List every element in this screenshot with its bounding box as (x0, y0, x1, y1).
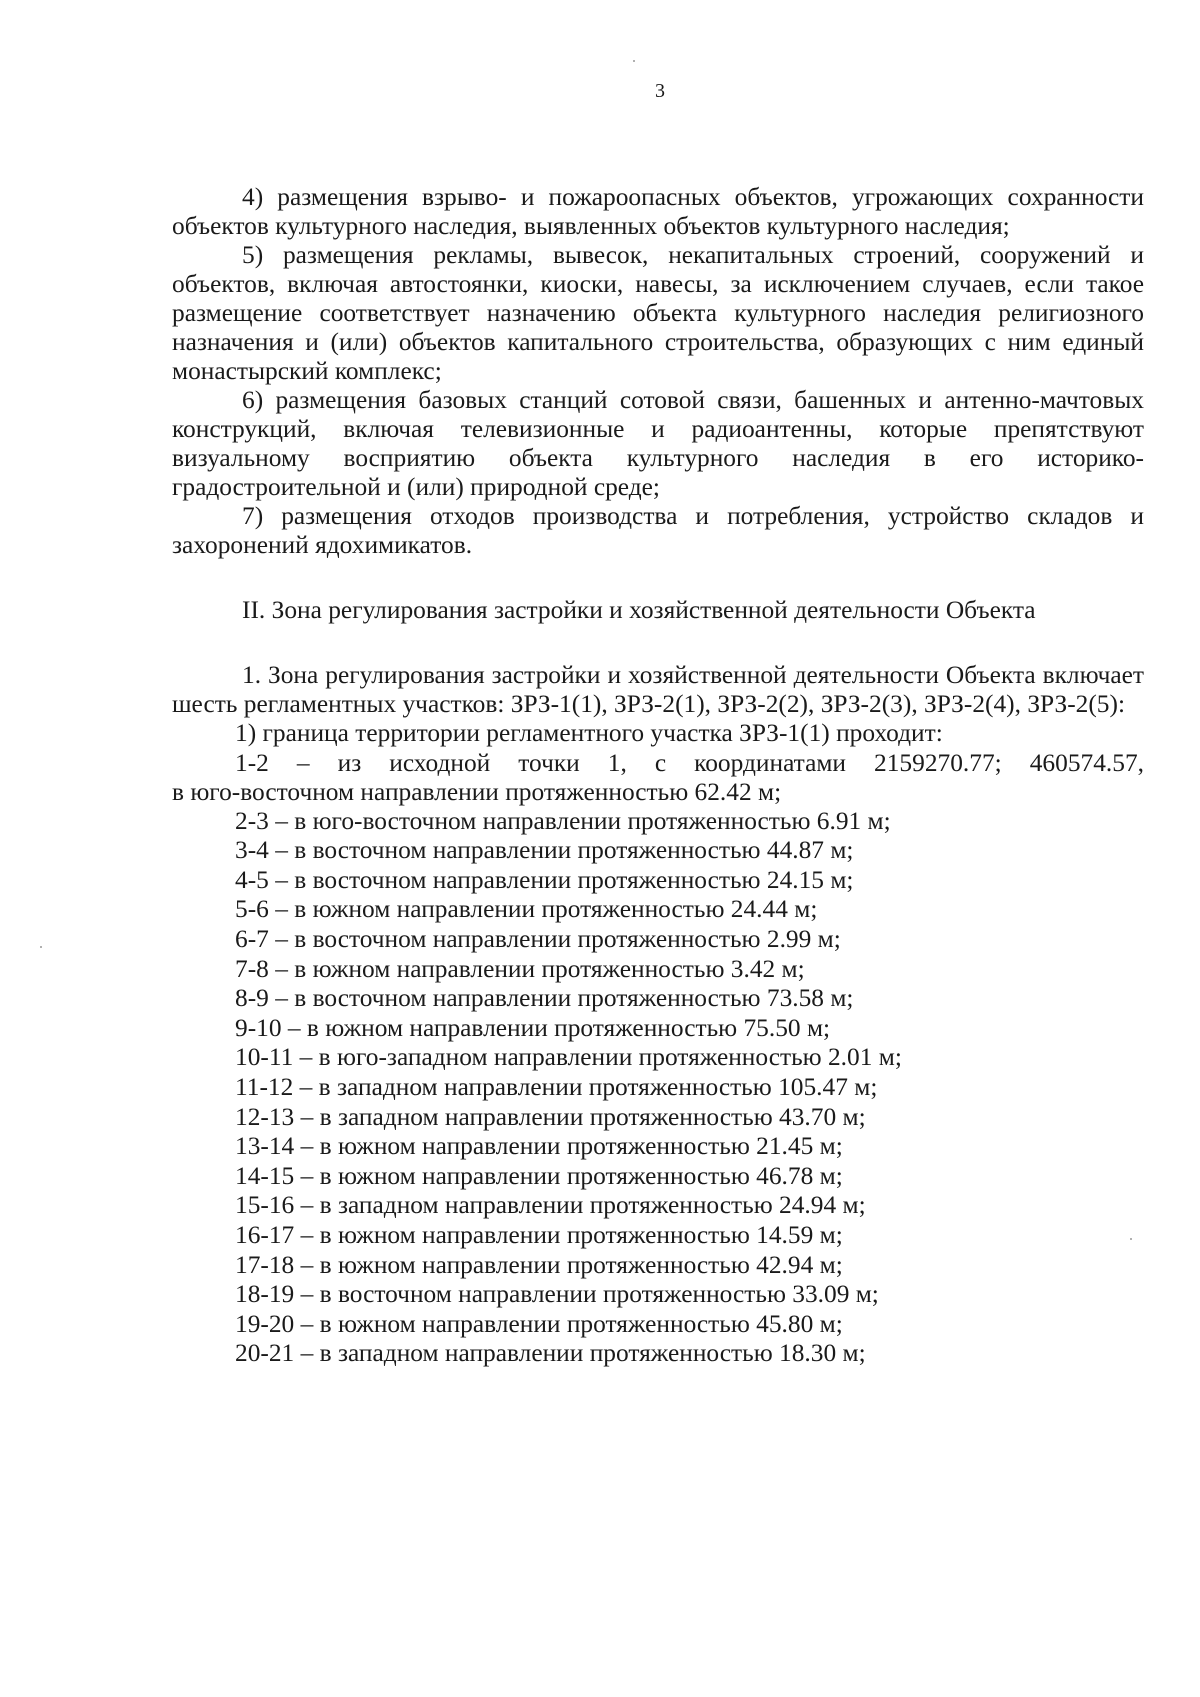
boundary-segment: 19-20 – в южном направлении протяженностью 45.80 м; (235, 1309, 843, 1338)
boundary-segment: 12-13 – в западном направлении протяженностью 43.70 м; (235, 1102, 866, 1131)
prohibition-item-5: 5) размещения рекламы, вывесок, некапитальных строений, сооружений и объектов, включая автостоянки, киоски, навесы, за исключением случаев, если такое размещение соответствует назначению объекта культурного наследия религиозного назначения и (или) объектов капитального строительства, образующих с ним единый монастырский комплекс; (172, 241, 1144, 385)
boundary-segment: 4-5 – в восточном направлении протяженностью 24.15 м; (235, 865, 854, 894)
boundary-segment: 9-10 – в южном направлении протяженностью 75.50 м; (235, 1013, 831, 1042)
document-body (172, 183, 1144, 1369)
prohibition-item-4: 4) размещения взрыво- и пожароопасных объектов, угрожающих сохранности объектов культурного наследия, выявленных объектов культурного наследия; (172, 183, 1144, 240)
boundary-segment: 6-7 – в восточном направлении протяженностью 2.99 м; (235, 924, 841, 953)
section-heading: II. Зона регулирования застройки и хозяйственной деятельности Объекта (242, 596, 1036, 624)
boundary-segment: 10-11 – в юго-западном направлении протяженностью 2.01 м; (235, 1043, 902, 1072)
boundary-segment: 2-3 – в юго-восточном направлении протяженностью 6.91 м; (235, 806, 891, 835)
boundary-segment: 13-14 – в южном направлении протяженностью 21.45 м; (235, 1132, 843, 1161)
boundary-segment: 3-4 – в восточном направлении протяженностью 44.87 м; (235, 836, 854, 865)
boundary-segment: 8-9 – в восточном направлении протяженностью 73.58 м; (235, 984, 854, 1013)
page-number: 3 (655, 80, 665, 102)
boundary-segment: 20-21 – в западном направлении протяженностью 18.30 м; (235, 1339, 866, 1368)
segment-1-2-continuation: в юго-восточном направлении протяженностью 62.42 м; (172, 777, 782, 806)
boundary-title: 1) граница территории регламентного участка ЗРЗ-1(1) проходит: (235, 719, 943, 747)
boundary-segment: 15-16 – в западном направлении протяженностью 24.94 м; (235, 1191, 866, 1220)
boundary-segment: 14-15 – в южном направлении протяженностью 46.78 м; (235, 1161, 843, 1190)
boundary-segment: 5-6 – в южном направлении протяженностью 24.44 м; (235, 895, 818, 924)
boundary-segment: 11-12 – в западном направлении протяженностью 105.47 м; (235, 1072, 878, 1101)
segment-1-2-start: 1-2 – из исходной точки 1, с координатами 2159270.77; 460574.57, (235, 748, 1144, 777)
section-intro: 1. Зона регулирования застройки и хозяйственной деятельности Объекта включает шесть регламентных участков: ЗРЗ-1(1), ЗРЗ-2(1), ЗРЗ-2(2), ЗРЗ-2(3), ЗРЗ-2(4), ЗРЗ-2(5): (172, 661, 1144, 718)
prohibition-item-6: 6) размещения базовых станций сотовой связи, башенных и антенно-мачтовых конструкций, включая телевизионные и радиоантенны, которые препятствуют визуальному восприятию объекта культурного наследия в его историко- градостроительной и (или) природной среде; (172, 386, 1144, 501)
prohibition-item-7: 7) размещения отходов производства и потребления, устройство складов и захоронений ядохимикатов. (172, 502, 1144, 559)
boundary-segment: 18-19 – в восточном направлении протяженностью 33.09 м; (235, 1280, 879, 1309)
boundary-segment: 16-17 – в южном направлении протяженностью 14.59 м; (235, 1220, 843, 1249)
boundary-segment: 7-8 – в южном направлении протяженностью 3.42 м; (235, 954, 805, 983)
scan-speck (633, 60, 635, 62)
scan-speck (40, 946, 42, 948)
boundary-segment: 17-18 – в южном направлении протяженностью 42.94 м; (235, 1250, 843, 1279)
boundary-segment-list (172, 807, 1144, 1369)
